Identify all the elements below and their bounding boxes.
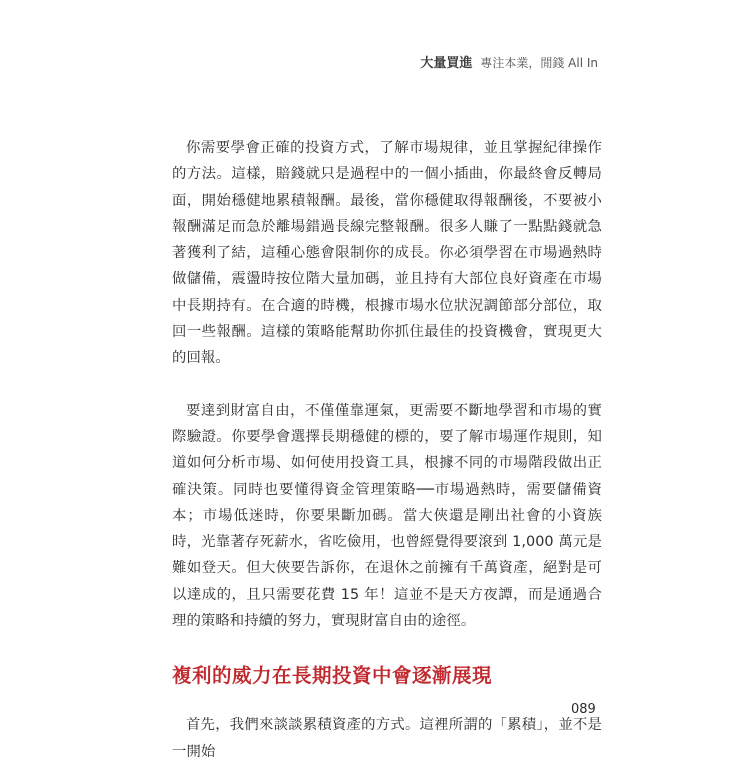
section-heading: 複利的威力在長期投資中會逐漸展現 xyxy=(172,664,493,688)
body-text xyxy=(172,135,602,765)
book-title: 大量買進 xyxy=(420,56,473,71)
paragraph-2: 要達到財富自由，不僅僅靠運氣，更需要不斷地學習和市場的實際驗證。你要學會選擇長期穩健的標的，要了解市場運作規則，知道如何分析市場、如何使用投資工具，根據不同的市場階段做出正確決策。同時也要懂得資金管理策略──市場過熱時，需要儲備資本；市場低迷時，你要果斷加碼。當大俠還是剛出社會的小資族時，光靠著存死薪水，省吃儉用，也曾經覺得要滾到 1,000 萬元是難如登天。但大俠要告訴你，在退休之前擁有千萬資產，絕對是可以達成的，且只需要花費 15 年！這並不是天方夜譚，而是通過合理的策略和持續的努力，實現財富自由的途徑。 xyxy=(172,402,602,630)
paragraph-1: 你需要學會正確的投資方式，了解市場規律，並且掌握紀律操作的方法。這樣，賠錢就只是過程中的一個小插曲，你最終會反轉局面，開始穩健地累積報酬。最後，當你穩健取得報酬後，不要被小報酬滿足而急於離場錯過長線完整報酬。很多人賺了一點點錢就急著獲利了結，這種心態會限制你的成長。你必須學習在市場過熱時做儲備，震盪時按位階大量加碼，並且持有大部位良好資產在市場中長期持有。在合適的時機，根據市場水位狀況調節部分部位，取回一些報酬。這樣的策略能幫助你抓住最佳的投資機會，實現更大的回報。 xyxy=(172,140,602,367)
paragraph-3: 首先，我們來談談累積資產的方式。這裡所謂的「累積」，並不是一開始 xyxy=(172,717,602,760)
book-subtitle: 專注本業，閒錢 All In xyxy=(480,56,598,70)
page-number: 089 xyxy=(571,702,596,717)
running-header xyxy=(420,52,598,71)
